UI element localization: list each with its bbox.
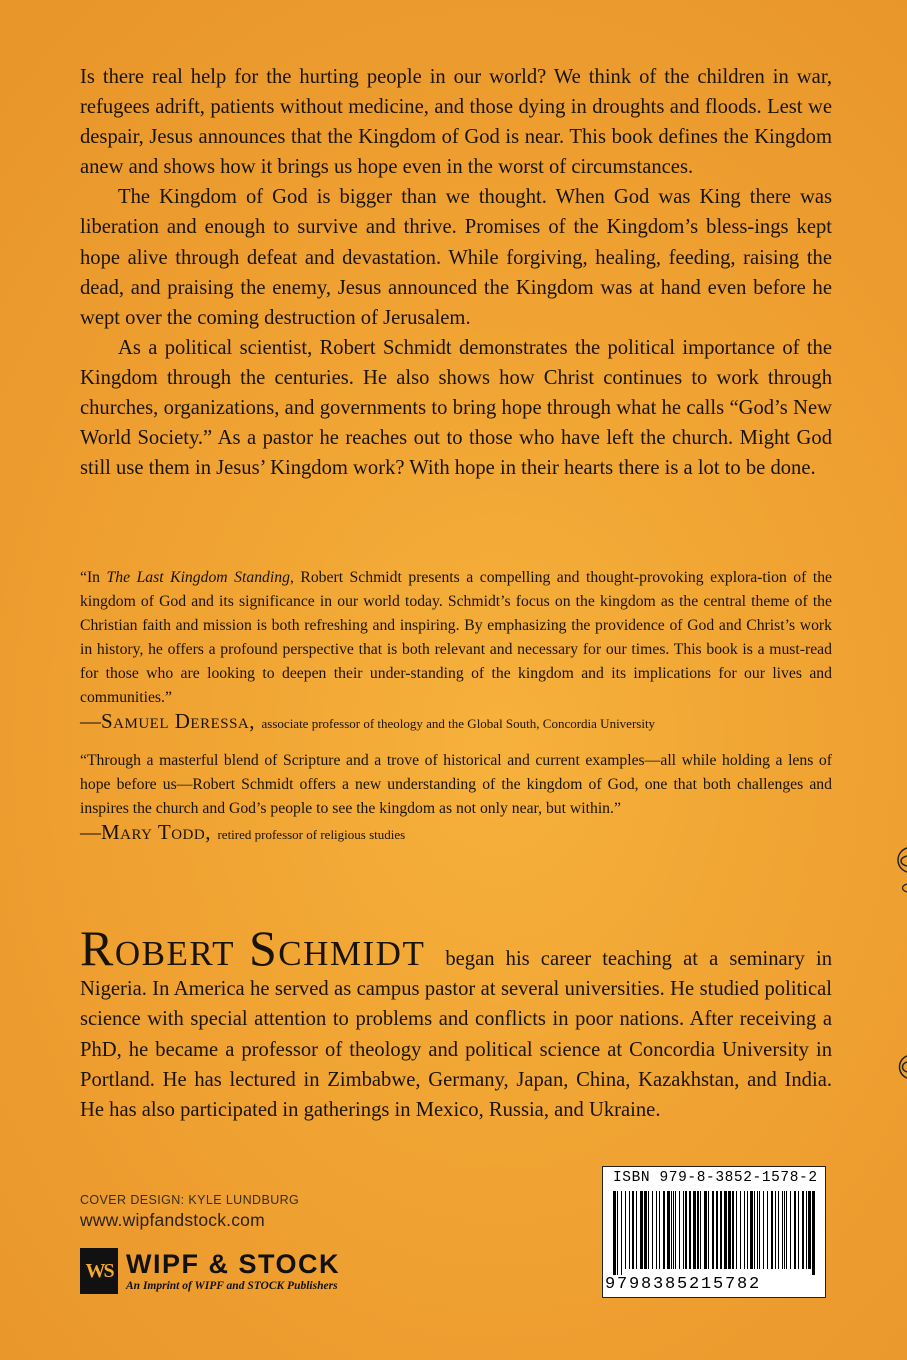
endorsements bbox=[80, 566, 832, 848]
barcode-bar bbox=[659, 1191, 660, 1269]
barcode-bar bbox=[629, 1191, 630, 1269]
barcode-bar bbox=[667, 1191, 670, 1269]
book-title: The Last Kingdom Standing bbox=[106, 569, 290, 586]
barcode-bar bbox=[763, 1191, 764, 1269]
barcode-bar bbox=[656, 1191, 657, 1269]
barcode-bar bbox=[632, 1191, 634, 1269]
barcode-bar bbox=[636, 1191, 637, 1269]
barcode-bar bbox=[617, 1191, 618, 1275]
endorsement-attribution: —Samuel Deressa, associate professor of theology and the Global South, Concordia University bbox=[80, 709, 656, 733]
barcode-bar bbox=[750, 1191, 753, 1269]
barcode-bar bbox=[663, 1191, 665, 1269]
blurb-paragraph-1: Is there real help for the hurting people in our world? We think of the children in war, refugees adrift, patients without medicine, and those dying in droughts and floods. Lest we despair, Jesus announces that the Kingdom of God is near. This book defines the Kingdom anew and shows how it brings us hope even in the worst of circumstances. bbox=[80, 66, 832, 179]
barcode-bar bbox=[786, 1191, 787, 1269]
barcode-bar bbox=[782, 1191, 783, 1269]
barcode-bar bbox=[759, 1191, 760, 1269]
barcode-bar bbox=[757, 1191, 758, 1269]
barcode-bar bbox=[767, 1191, 768, 1269]
barcode-bar bbox=[778, 1191, 779, 1269]
barcode-bar bbox=[644, 1191, 647, 1269]
barcode-bar bbox=[675, 1191, 676, 1269]
barcode-bar bbox=[724, 1191, 727, 1269]
barcode-bar bbox=[712, 1191, 714, 1269]
isbn-barcode bbox=[602, 1166, 826, 1298]
barcode-bar bbox=[740, 1191, 741, 1269]
barcode-bar bbox=[640, 1191, 643, 1269]
author-name: Robert Schmidt bbox=[80, 920, 426, 976]
barcode-bar bbox=[693, 1191, 696, 1269]
endorsement-2 bbox=[80, 749, 832, 848]
barcode-bar bbox=[625, 1191, 626, 1269]
barcode-bars-icon bbox=[611, 1191, 819, 1275]
publisher-name: WIPF & STOCK bbox=[126, 1249, 341, 1279]
barcode-bar bbox=[798, 1191, 799, 1269]
barcode-bar bbox=[790, 1191, 791, 1269]
endorsement-1 bbox=[80, 566, 832, 737]
barcode-bar bbox=[673, 1191, 674, 1269]
barcode-bar bbox=[704, 1191, 707, 1269]
barcode-bar bbox=[747, 1191, 748, 1269]
barcode-bar bbox=[679, 1191, 680, 1269]
barcode-bar bbox=[720, 1191, 722, 1269]
barcode-bar bbox=[806, 1191, 807, 1269]
barcode-bar bbox=[728, 1191, 731, 1269]
barcode-bar bbox=[794, 1191, 796, 1269]
barcode-bar bbox=[671, 1191, 672, 1269]
barcode-bar bbox=[708, 1191, 709, 1269]
endorsement-text: “In The Last Kingdom Standing, Robert Schmidt presents a compelling and thought-provoking explora-tion of the kingdom of God and its significance in our world today. Schmidt’s focus on the kingdom as the central theme of the Christian faith and mission is both refreshing and inspiring. By emphasizing the providence of God and Christ’s work in history, he offers a profound perspective that is both relevant and necessary for our times. This book is a must-read for those who are looking to deepen their under-standing of the kingdom and its implications for our lives and communities.” bbox=[80, 569, 833, 706]
barcode-bar bbox=[689, 1191, 691, 1269]
blurb-paragraph-2: The Kingdom of God is bigger than we thought. When God was King there was liberation and enough to survive and thrive. Promises of the Kingdom’s bless-ings kept hope alive through defeat and devastation. While forgiving, healing, feeding, raising the dead, and praising the enemy, Jesus announced the Kingdom was at hand even before he wept over the coming destruction of Jerusalem. bbox=[80, 186, 832, 329]
endorser-name: Samuel Deressa, bbox=[101, 709, 256, 733]
barcode-bar bbox=[613, 1191, 616, 1275]
barcode-bar bbox=[802, 1191, 804, 1269]
barcode-bar bbox=[621, 1191, 622, 1275]
barcode-bar bbox=[744, 1191, 745, 1269]
endorser-role: associate professor of theology and the Global South, Concordia University bbox=[261, 716, 656, 731]
barcode-bar bbox=[652, 1191, 653, 1269]
isbn-label: ISBN 979-8-3852-1578-2 bbox=[613, 1170, 818, 1186]
barcode-bar bbox=[771, 1191, 773, 1269]
barcode-bar bbox=[754, 1191, 755, 1269]
author-bio bbox=[80, 920, 832, 1125]
barcode-bar bbox=[812, 1191, 815, 1275]
barcode-bar bbox=[683, 1191, 684, 1269]
barcode-bar bbox=[648, 1191, 649, 1269]
publisher-imprint: An Imprint of WIPF and STOCK Publishers bbox=[126, 1280, 338, 1292]
ws-logo-icon: WS bbox=[80, 1248, 118, 1294]
barcode-bar bbox=[808, 1191, 811, 1269]
cover-design-credit: COVER DESIGN: KYLE LUNDBURG bbox=[80, 1193, 300, 1207]
barcode-bar bbox=[736, 1191, 737, 1269]
blurb-paragraph-3: As a political scientist, Robert Schmidt demonstrates the political importance of the Kingdom through the centuries. He also shows how Christ continues to work through churches, organizations, and governments to bring hope through what he calls “God’s New World Society.” As a pastor he reaches out to those who have left the church. Might God still use them in Jesus’ Kingdom work? With hope in their hearts there is a lot to be done. bbox=[80, 336, 832, 480]
endorser-name: Mary Todd, bbox=[101, 820, 211, 844]
barcode-bar bbox=[685, 1191, 687, 1269]
credits bbox=[80, 1193, 299, 1231]
publisher-logo bbox=[80, 1248, 340, 1294]
barcode-bar bbox=[697, 1191, 699, 1269]
barcode-digits: 9798385215782 bbox=[605, 1275, 762, 1294]
barcode-bar bbox=[784, 1191, 785, 1269]
barcode-bar bbox=[732, 1191, 734, 1269]
endorsement-text: “Through a masterful blend of Scripture and a trove of historical and current examples—all while holding a lens of hope before us—Robert Schmidt offers a new understanding of the kingdom of God, one that both challenges and inspires the church and God’s people to see the kingdom as not only near, but within.” bbox=[80, 752, 832, 817]
decorative-swirl-icon bbox=[893, 838, 907, 1098]
author-bio-text: began his career teaching at a seminary in Nigeria. In America he served as campus pastor at several universities. He studied political science with special attention to problems and conflicts in poor nations. After receiving a PhD, he became a professor of theology and political science at Concordia University in Portland. He has lectured in Zimbabwe, Germany, Japan, China, Kazakhstan, and India. He has also participated in gatherings in Mexico, Russia, and Ukraine. bbox=[80, 948, 832, 1122]
endorser-role: retired professor of religious studies bbox=[217, 827, 406, 842]
barcode-bar bbox=[700, 1191, 701, 1269]
back-cover-blurb bbox=[80, 62, 832, 483]
barcode-bar bbox=[775, 1191, 776, 1269]
publisher-website: www.wipfandstock.com bbox=[80, 1210, 265, 1230]
endorsement-attribution: —Mary Todd, retired professor of religious studies bbox=[80, 820, 406, 844]
barcode-bar bbox=[716, 1191, 718, 1269]
